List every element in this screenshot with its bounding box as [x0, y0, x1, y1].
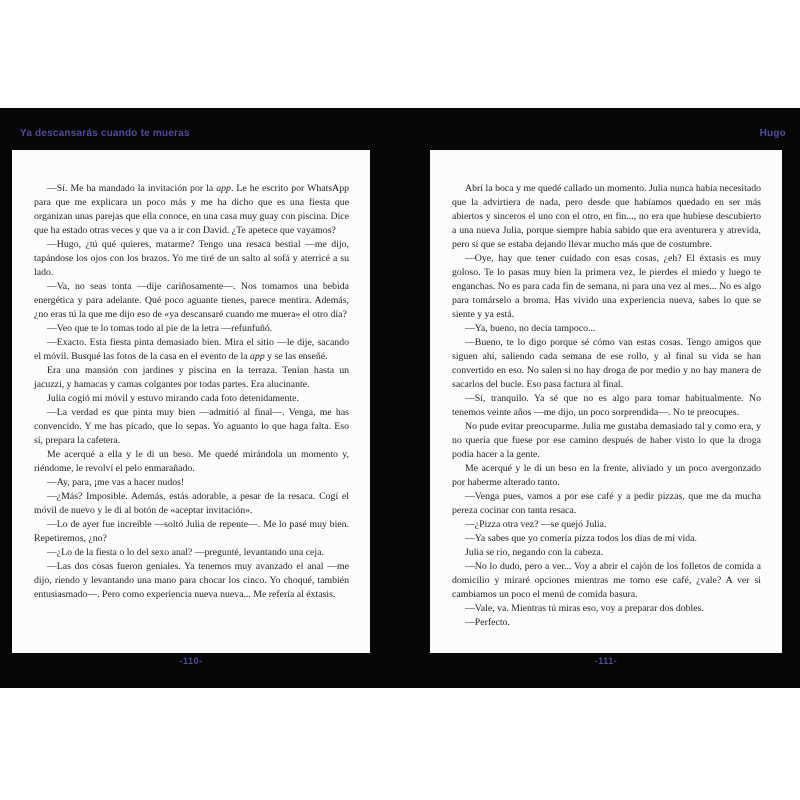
paragraph: Abrí la boca y me quedé callado un momento. Julia nunca había necesitado que la advirtiera de nada, pero desde que habíamos quedado en ser más abiertos y sinceros el uno con el otro, en fin..., no era que hubiese descubierto a una nueva Julia, porque siempre había sabido que era aventurera y atrevida, pero sí que se estaba dejando llevar mucho más que de costumbre.: [452, 183, 761, 250]
paragraph: Me acerqué a ella y le di un beso. Me quedé mirándola un momento y, riéndome, le revolví el pelo enmarañado.: [34, 449, 349, 474]
paragraph: Julia cogió mi móvil y estuvo mirando cada foto detenidamente.: [47, 393, 299, 404]
chapter-title: Hugo: [759, 128, 786, 139]
paragraph: —Venga pues, vamos a por ese café y a pedir pizzas, que me da mucha pereza cocinar con tanta resaca.: [452, 491, 761, 516]
paragraph: —Bueno, te lo digo porque sé cómo van estas cosas. Tengo amigos que siguen ahí, saliendo cada semana de ese rollo, y al final su vida se han convertido en eso. No salen si no hay droga de por medio y no hay manera de sacarlos del bucle. Eso pasa factura al final.: [452, 337, 761, 390]
page-number-right: -111-: [594, 656, 618, 666]
page-right-text: [430, 150, 782, 630]
book-spread-canvas: [0, 108, 800, 688]
paragraph: Era una mansión con jardines y piscina en la terraza. Tenían hasta un jacuzzi, y hamacas y camas colgantes por todas partes. Era alucinante.: [34, 365, 349, 390]
paragraph: —Hugo, ¿tú qué quieres, matarme? Tengo una resaca bestial —me dijo, tapándose los ojos con los brazos. Yo me tiré de un salto al sofá y aterricé a su lado.: [34, 239, 349, 278]
paragraph: —Exacto. Esta fiesta pinta demasiado bien. Mira el sitio —le dije, sacando el móvil. Busqué las fotos de la casa en el evento de la app y se las enseñé.: [34, 337, 349, 362]
italic-text: app: [216, 183, 231, 194]
paragraph: —¿Más? Imposible. Además, estás adorable, a pesar de la resaca. Cogí el móvil de nuevo y le di al botón de «aceptar invitación».: [34, 491, 349, 516]
book-title: Ya descansarás cuando te mueras: [20, 128, 190, 139]
paragraph: —No lo dudo, pero a ver... Voy a abrir el cajón de los folletos de comida a domicilio y miraré opciones mientras me tomo ese café, ¿vale? A ver si cambiamos un poco el menú de comida basura.: [452, 561, 761, 600]
paragraph: —Sí. Me ha mandado la invitación por la app. Le he escrito por WhatsApp para que me explicara un poco más y me ha dicho que es una fiesta que organizan unas parejas que ella conoce, en una casa muy guay con piscina. Dice que ha estado otras veces y que va a ir con David. ¿Te apetece que vayamos?: [34, 183, 349, 236]
paragraph: —Perfecto.: [465, 617, 510, 628]
paragraph: Julia se rio, negando con la cabeza.: [465, 547, 604, 558]
paragraph: —La verdad es que pinta muy bien —admitió al final—. Venga, me has convencido. Y me has picado, que lo sepas. Yo aguanto lo que haga falta. Eso sí, prepara la cafetera.: [34, 407, 349, 446]
paragraph: —Sí, tranquilo. Ya sé que no es algo para tomar habitualmente. No tenemos veinte años —me dijo, un poco sorprendida—. No te preocupes.: [452, 393, 761, 418]
paragraph: —Ya, bueno, no decía tampoco...: [465, 323, 596, 334]
paragraph: —Va, no seas tonta —dije cariñosamente—. Nos tomamos una bebida energética y para adelante. Qué poco aguante tienes, parece mentira. Además, ¿no eras tú la que me dijo eso de «ya descansaré cuando me muera» el otro día?: [34, 281, 349, 320]
paragraph: Me acerqué y le di un beso en la frente, aliviado y un poco avergonzado por haberme alterado tanto.: [452, 463, 761, 488]
paragraph: —¿Lo de la fiesta o lo del sexo anal? —pregunté, levantando una ceja.: [47, 547, 324, 558]
page-right: [430, 150, 782, 653]
paragraph: —¿Pizza otra vez? —se quejó Julia.: [465, 519, 607, 530]
paragraph: —Lo de ayer fue increíble —soltó Julia de repente—. Me lo pasé muy bien. Repetiremos, ¿no?: [34, 519, 349, 544]
page-number-left: -110-: [179, 656, 203, 666]
italic-text: app: [250, 351, 265, 362]
paragraph: —Ay, para, ¡me vas a hacer nudos!: [47, 477, 185, 488]
paragraph: —Vale, va. Mientras tú miras eso, voy a preparar dos dobles.: [465, 603, 704, 614]
page-left-text: [12, 150, 370, 602]
page-left: [12, 150, 370, 653]
paragraph: —Oye, hay que tener cuidado con esas cosas, ¿eh? El éxtasis es muy goloso. Te lo pasas muy bien la primera vez, le pierdes el miedo y luego te enganchas. No es para cada fin de semana, ni para una vez al mes... No es algo para tomárselo a broma. Has vivido una experiencia nueva, sabes lo que se siente y ya está.: [452, 253, 761, 320]
paragraph: No pude evitar preocuparme. Julia me gustaba demasiado tal y como era, y no quería que fuese por ese camino después de haber visto lo que la droga podía hacer a la gente.: [452, 421, 761, 460]
paragraph: —Veo que te lo tomas todo al pie de la letra —refunfuñó.: [47, 323, 273, 334]
running-header: [20, 128, 786, 139]
paragraph: —Las dos cosas fueron geniales. Ya tenemos muy avanzado el anal —me dijo, riendo y levantando una mano para chocar los cinco. Yo choqué, también entusiasmado—. Pero como experiencia nueva nueva... Me refería al éxtasis.: [34, 561, 349, 600]
paragraph: —Ya sabes que yo comería pizza todos los días de mi vida.: [465, 533, 697, 544]
